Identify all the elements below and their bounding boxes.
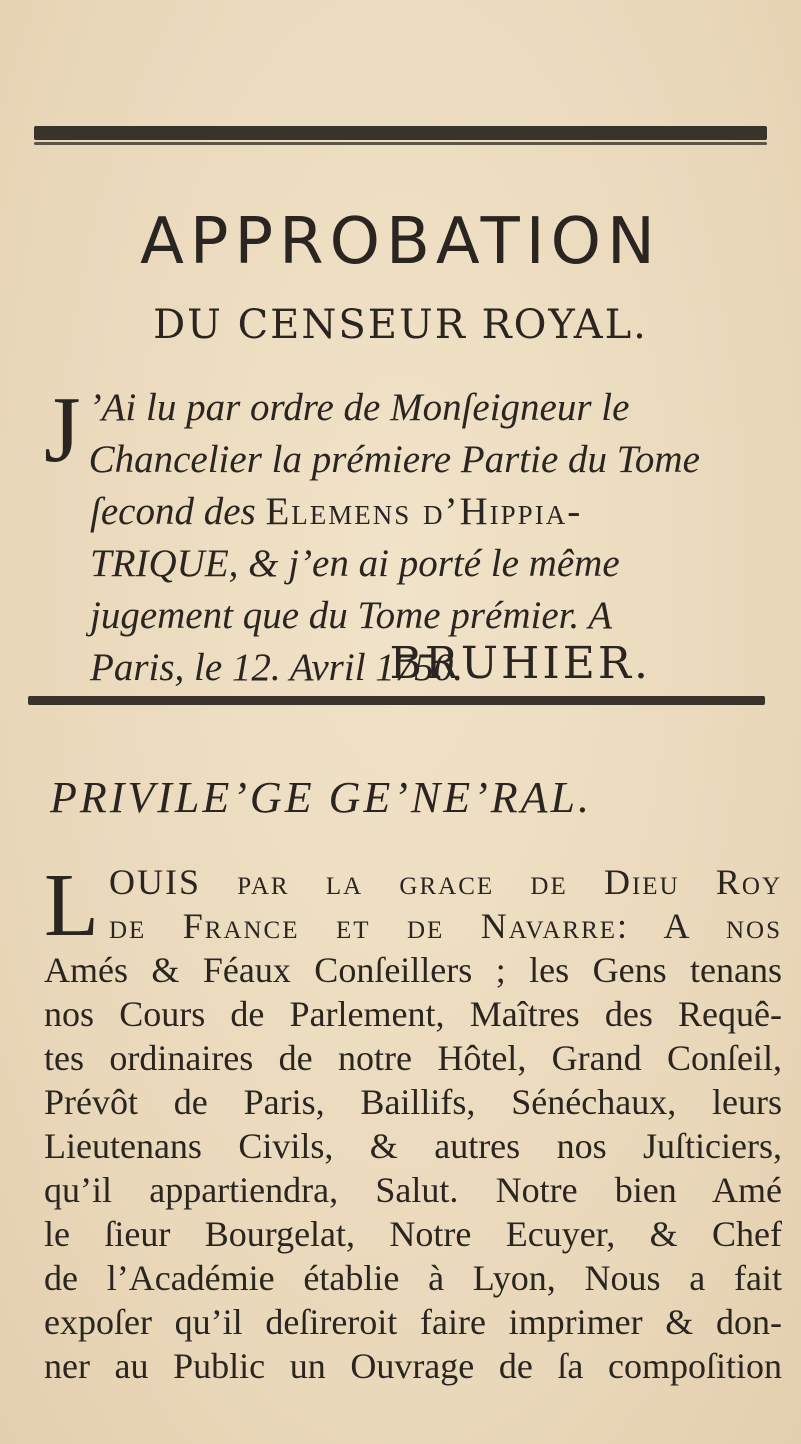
approbation-line-1: ’Ai lu par ordre de Monſeigneur le xyxy=(88,386,630,429)
approbation-line-3-text: ſecond des xyxy=(90,490,266,533)
privilege-first-line: OUIS par la grace de Dieu Roy xyxy=(108,862,782,902)
approbation-line-4: TRIQUE, & j’en ai porté le même xyxy=(90,542,620,585)
ornamental-rule-middle xyxy=(28,696,765,705)
privilege-text xyxy=(44,856,782,1388)
approbation-line-5: jugement que du Tome prémier. A xyxy=(90,594,613,637)
book-title-small-caps: Elemens d’Hippia- xyxy=(265,490,583,533)
privilege-line: Amés & Féaux Conſeillers ; les Gens tenans xyxy=(44,950,782,990)
privilege-line: qu’il appartiendra, Salut. Notre bien Amé xyxy=(44,1170,782,1210)
privilege-line: ner au Public un Ouvrage de ſa compoſition xyxy=(44,1346,782,1386)
privilege-line: tes ordinaires de notre Hôtel, Grand Conſeil, xyxy=(44,1038,782,1078)
privilege-line: nos Cours de Parlement, Maîtres des Requê- xyxy=(44,994,782,1034)
privilege-second-line: de France et de Navarre: A nos xyxy=(108,906,782,946)
privilege-heading: PRIVILE’GE GE’NE’RAL. xyxy=(50,773,592,822)
censor-signature: BRUHIER. xyxy=(389,638,651,689)
approbation-line-2: Chancelier la prémiere Partie du Tome xyxy=(88,438,700,481)
privilege-line: Lieutenans Civils, & autres nos Juſticiers, xyxy=(44,1126,782,1166)
privilege-line: Prévôt de Paris, Baillifs, Sénéchaux, leurs xyxy=(44,1082,782,1122)
approbation-subtitle: DU CENSEUR ROYAL. xyxy=(153,302,648,348)
privilege-line: le ſieur Bourgelat, Notre Ecuyer, & Chef xyxy=(44,1214,782,1254)
privilege-line: expoſer qu’il deſireroit faire imprimer & don- xyxy=(44,1302,782,1342)
approbation-title: APPROBATION xyxy=(140,205,661,279)
drop-cap-l: L xyxy=(44,856,99,955)
ornamental-rule-top xyxy=(34,126,767,140)
approbation-line-6: Paris, le 12. Avril 1750. xyxy=(90,646,464,689)
ornamental-rule-top-thin xyxy=(34,142,767,145)
drop-cap-j: J xyxy=(44,378,81,482)
privilege-line: de l’Académie établie à Lyon, Nous a fait xyxy=(44,1258,782,1298)
approbation-line-3 xyxy=(44,486,774,538)
